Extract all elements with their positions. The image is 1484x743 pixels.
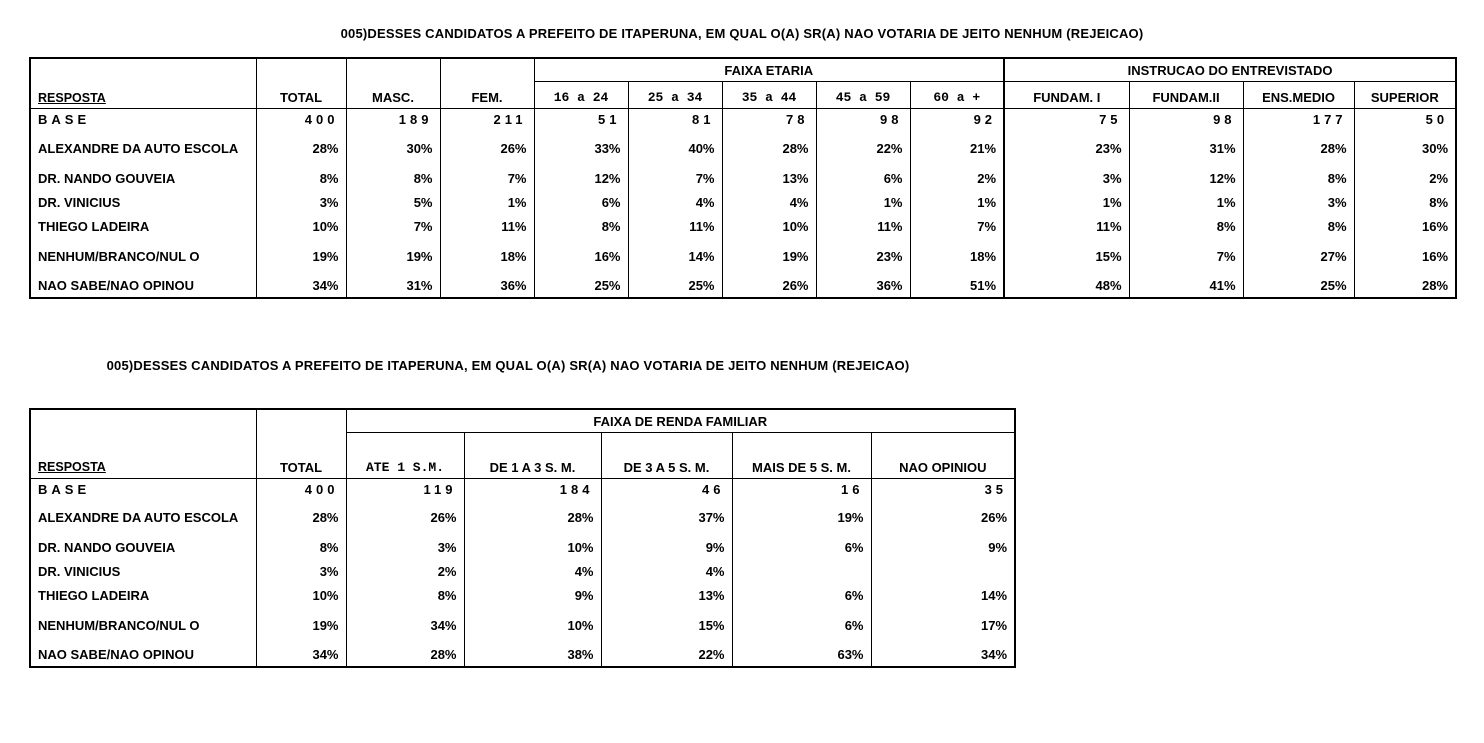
table-cell: 8% <box>346 166 440 190</box>
table-cell: 46 <box>601 479 732 500</box>
table-cell: 28% <box>346 643 464 667</box>
group-header-row <box>30 58 1456 82</box>
column-header <box>601 433 732 479</box>
table-cell: 9% <box>871 535 1015 559</box>
table-cell: 30% <box>346 130 440 166</box>
row-label: THIEGO LADEIRA <box>38 587 150 603</box>
table-cell: 26% <box>346 499 464 535</box>
column-header <box>464 433 601 479</box>
table-row <box>30 214 1456 238</box>
table-cell: 13% <box>601 583 732 607</box>
table-cell: 2% <box>910 166 1004 190</box>
table-cell: 25% <box>534 274 628 298</box>
table-cell: 400 <box>256 479 346 500</box>
table-row <box>30 559 1015 583</box>
table-cell: 27% <box>1243 238 1354 274</box>
table-cell: 11% <box>440 214 534 238</box>
table-cell: 34% <box>256 274 346 298</box>
column-header <box>346 82 440 109</box>
column-header <box>910 82 1004 109</box>
group-faixa-renda: FAIXA DE RENDA FAMILIAR <box>346 409 1015 433</box>
table-cell: 36% <box>440 274 534 298</box>
table-cell: 48% <box>1004 274 1129 298</box>
column-header-label: RESPOSTA <box>38 91 106 105</box>
table-cell: 1% <box>816 190 910 214</box>
table-cell: 11% <box>1004 214 1129 238</box>
table-cell: 9% <box>464 583 601 607</box>
table-cell: 1% <box>1129 190 1243 214</box>
table-cell: 37% <box>601 499 732 535</box>
column-header <box>1354 82 1456 109</box>
column-header <box>732 433 871 479</box>
table-row <box>30 499 1015 535</box>
column-header-label: SUPERIOR <box>1370 90 1439 105</box>
column-header-label: 16 a 24 <box>553 90 609 105</box>
table-cell: 81 <box>628 109 722 131</box>
table-cell: 177 <box>1243 109 1354 131</box>
table-cell: 21% <box>910 130 1004 166</box>
table-cell: 8% <box>1129 214 1243 238</box>
table-cell: 12% <box>1129 166 1243 190</box>
table-cell: 8% <box>1243 166 1354 190</box>
column-header <box>1004 82 1129 109</box>
column-header-label: DE 1 A 3 S. M. <box>489 460 576 475</box>
table-cell: 51% <box>910 274 1004 298</box>
table-cell: 8% <box>1354 190 1456 214</box>
table-cell: 14% <box>871 583 1015 607</box>
table-cell: 50 <box>1354 109 1456 131</box>
table-cell: 28% <box>464 499 601 535</box>
column-header-label: 35 a 44 <box>741 90 797 105</box>
table-cell: 2% <box>346 559 464 583</box>
table-cell: 63% <box>732 643 871 667</box>
table-row <box>30 607 1015 643</box>
table-row <box>30 583 1015 607</box>
group-header-row <box>30 409 1015 433</box>
table-cell: 4% <box>601 559 732 583</box>
table-cell: 16 <box>732 479 871 500</box>
column-header-label: ENS.MEDIO <box>1262 90 1336 105</box>
table-cell: 7% <box>1129 238 1243 274</box>
table-cell: 10% <box>464 607 601 643</box>
table-cell: 1% <box>910 190 1004 214</box>
row-label: NENHUM/BRANCO/NUL O <box>38 617 200 633</box>
group-faixa-etaria: FAIXA ETARIA <box>534 58 1004 82</box>
table-cell: 19% <box>256 238 346 274</box>
blank-cell <box>30 58 256 82</box>
column-header <box>1129 82 1243 109</box>
table-cell: 3% <box>256 559 346 583</box>
blank-cell <box>256 58 346 82</box>
table-cell: 4% <box>464 559 601 583</box>
table-cell: 28% <box>256 499 346 535</box>
table-cell: 22% <box>601 643 732 667</box>
table-cell: 28% <box>256 130 346 166</box>
table-cell: 28% <box>722 130 816 166</box>
table-cell: 26% <box>722 274 816 298</box>
column-header <box>722 82 816 109</box>
table-cell: 2% <box>1354 166 1456 190</box>
table-cell: 10% <box>256 583 346 607</box>
table-cell: 4% <box>628 190 722 214</box>
table-cell: 189 <box>346 109 440 131</box>
table-cell: 16% <box>1354 238 1456 274</box>
table-cell: 6% <box>732 583 871 607</box>
table-cell: 8% <box>534 214 628 238</box>
table-cell: 3% <box>1243 190 1354 214</box>
table-row <box>30 479 1015 500</box>
blank-cell <box>346 58 440 82</box>
table-cell: 78 <box>722 109 816 131</box>
table-cell: 31% <box>346 274 440 298</box>
table-rejeicao-renda <box>29 408 1016 668</box>
table-cell: 6% <box>534 190 628 214</box>
table-cell: 19% <box>722 238 816 274</box>
column-header-label: MAIS DE 5 S. M. <box>752 460 851 475</box>
table-cell: 119 <box>346 479 464 500</box>
table-cell: 10% <box>256 214 346 238</box>
table-cell: 3% <box>1004 166 1129 190</box>
column-header-label: FUNDAM. I <box>1033 90 1101 105</box>
column-header-label: NAO OPINIOU <box>899 460 987 475</box>
column-header <box>440 82 534 109</box>
table-row <box>30 130 1456 166</box>
table-row <box>30 166 1456 190</box>
row-label: NENHUM/BRANCO/NUL O <box>38 248 200 264</box>
column-header <box>256 433 346 479</box>
table-cell: 1% <box>440 190 534 214</box>
column-header <box>30 433 256 479</box>
table-cell: 98 <box>1129 109 1243 131</box>
table-cell: 33% <box>534 130 628 166</box>
column-header-label: 25 a 34 <box>647 90 703 105</box>
table-cell: 25% <box>1243 274 1354 298</box>
column-header-label: RESPOSTA <box>38 460 106 474</box>
row-label: BASE <box>38 481 91 497</box>
row-label: DR. NANDO GOUVEIA <box>38 539 176 555</box>
table-cell: 75 <box>1004 109 1129 131</box>
column-header <box>816 82 910 109</box>
table-cell: 8% <box>256 535 346 559</box>
column-header <box>871 433 1015 479</box>
table-cell: 8% <box>256 166 346 190</box>
table-cell: 28% <box>1243 130 1354 166</box>
column-header-label: TOTAL <box>279 460 323 475</box>
table-cell: 35 <box>871 479 1015 500</box>
column-header-row <box>30 433 1015 479</box>
table-cell: 7% <box>440 166 534 190</box>
table-cell: 4% <box>722 190 816 214</box>
table-cell: 7% <box>910 214 1004 238</box>
table-cell: 11% <box>628 214 722 238</box>
table1-title: 005)DESSES CANDIDATOS A PREFEITO DE ITAPERUNA, EM QUAL O(A) SR(A) NAO VOTARIA DE JEITO NENHUM (REJEICAO) <box>340 26 1144 41</box>
table-cell: 41% <box>1129 274 1243 298</box>
table-cell: 34% <box>256 643 346 667</box>
table-row <box>30 643 1015 667</box>
table-cell: 12% <box>534 166 628 190</box>
column-header-label: 45 a 59 <box>835 90 891 105</box>
table-cell: 25% <box>628 274 722 298</box>
table-row <box>30 238 1456 274</box>
blank-cell <box>440 58 534 82</box>
table-cell: 400 <box>256 109 346 131</box>
table-cell: 3% <box>346 535 464 559</box>
table-cell: 10% <box>464 535 601 559</box>
table-cell: 15% <box>1004 238 1129 274</box>
table-cell: 92 <box>910 109 1004 131</box>
table-cell: 38% <box>464 643 601 667</box>
column-header-label: TOTAL <box>279 90 323 105</box>
table-rejeicao-faixa-instrucao <box>29 57 1457 299</box>
column-header <box>30 82 256 109</box>
column-header-row <box>30 82 1456 109</box>
table-cell: 6% <box>732 607 871 643</box>
row-label: ALEXANDRE DA AUTO ESCOLA <box>38 509 239 525</box>
table-cell: 17% <box>871 607 1015 643</box>
column-header <box>628 82 722 109</box>
table-cell: 34% <box>346 607 464 643</box>
table-cell: 18% <box>910 238 1004 274</box>
table-cell: 40% <box>628 130 722 166</box>
table-cell: 1% <box>1004 190 1129 214</box>
row-label: NAO SABE/NAO OPINOU <box>38 278 195 293</box>
table-cell: 8% <box>1243 214 1354 238</box>
table-cell: 19% <box>732 499 871 535</box>
table-cell: 8% <box>346 583 464 607</box>
table-cell: 16% <box>534 238 628 274</box>
table-cell: 211 <box>440 109 534 131</box>
column-header-label: DE 3 A 5 S. M. <box>623 460 710 475</box>
table-row <box>30 535 1015 559</box>
column-header <box>256 82 346 109</box>
row-label: DR. VINICIUS <box>38 194 121 210</box>
column-header-label: ATE 1 S.M. <box>365 460 444 475</box>
column-header <box>346 433 464 479</box>
table2-title: 005)DESSES CANDIDATOS A PREFEITO DE ITAPERUNA, EM QUAL O(A) SR(A) NAO VOTARIA DE JEITO NENHUM (REJEICAO) <box>106 358 910 373</box>
table-cell: 30% <box>1354 130 1456 166</box>
row-label: DR. NANDO GOUVEIA <box>38 170 176 186</box>
column-header-label: 60 a + <box>933 90 981 105</box>
column-header <box>1243 82 1354 109</box>
table-cell: 6% <box>732 535 871 559</box>
table-row <box>30 109 1456 131</box>
table-cell: 14% <box>628 238 722 274</box>
table-cell: 51 <box>534 109 628 131</box>
table-cell: 18% <box>440 238 534 274</box>
table-cell <box>732 559 871 583</box>
table-cell: 22% <box>816 130 910 166</box>
row-label: ALEXANDRE DA AUTO ESCOLA <box>38 140 239 156</box>
table-cell: 7% <box>628 166 722 190</box>
table-cell: 5% <box>346 190 440 214</box>
table-cell: 11% <box>816 214 910 238</box>
column-header <box>534 82 628 109</box>
table-cell: 23% <box>816 238 910 274</box>
table-cell: 3% <box>256 190 346 214</box>
table-cell: 13% <box>722 166 816 190</box>
table-cell: 15% <box>601 607 732 643</box>
table-cell: 26% <box>871 499 1015 535</box>
table-cell: 10% <box>722 214 816 238</box>
table-cell: 31% <box>1129 130 1243 166</box>
group-instrucao: INSTRUCAO DO ENTREVISTADO <box>1004 58 1456 82</box>
table-cell: 98 <box>816 109 910 131</box>
table-cell: 19% <box>256 607 346 643</box>
row-label: DR. VINICIUS <box>38 563 121 579</box>
column-header-label: FUNDAM.II <box>1152 90 1220 105</box>
table-cell: 26% <box>440 130 534 166</box>
row-label: THIEGO LADEIRA <box>38 218 150 234</box>
table-cell: 36% <box>816 274 910 298</box>
table-row <box>30 274 1456 298</box>
blank-cell <box>30 409 256 433</box>
column-header-label: FEM. <box>471 90 503 105</box>
row-label: NAO SABE/NAO OPINOU <box>38 647 195 662</box>
table-cell: 34% <box>871 643 1015 667</box>
table-cell: 19% <box>346 238 440 274</box>
column-header-label: MASC. <box>372 90 414 105</box>
row-label: BASE <box>38 112 91 127</box>
table-cell: 16% <box>1354 214 1456 238</box>
table-row <box>30 190 1456 214</box>
blank-cell <box>256 409 346 433</box>
table-cell: 9% <box>601 535 732 559</box>
table-cell: 184 <box>464 479 601 500</box>
table-cell: 23% <box>1004 130 1129 166</box>
table-cell: 7% <box>346 214 440 238</box>
table-cell <box>871 559 1015 583</box>
table-cell: 28% <box>1354 274 1456 298</box>
table-cell: 6% <box>816 166 910 190</box>
